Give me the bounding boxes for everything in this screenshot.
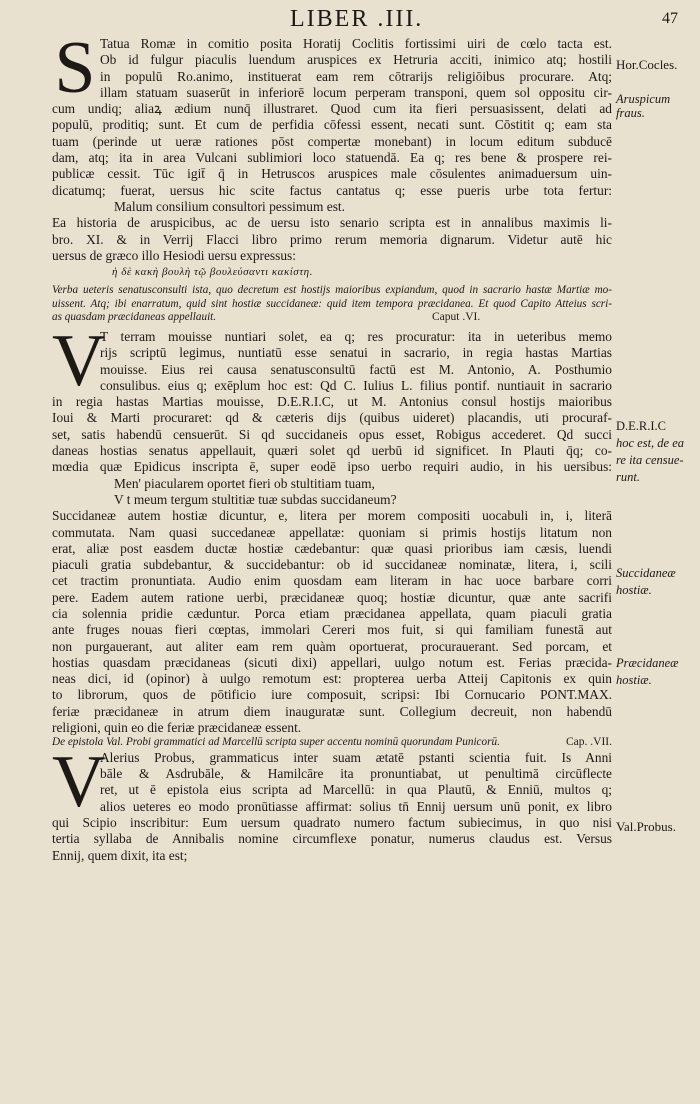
margin-note-line: runt. — [616, 470, 640, 484]
summary-line-text: De epistola Val. Probi grammatici ad Marcellū scripta super accentu nominū quorundam Punicorū. — [52, 736, 500, 749]
text-line: alios ueteres eo modo pronūtiasse affirmat: solius tn̄ Ennij uersum unū ponit, ex libro — [100, 798, 612, 814]
text-line: publicæ cessit. Tūc igit̄ q̄ in Hetruscos aruspices male cōsulentes animaduersum uin- — [52, 166, 612, 182]
text-line: religioni, quin eo die feriæ præcidaneæ essent. — [52, 720, 302, 736]
text-line: illam statuam suaserūt in inferiorē locum perperam transponi, quem sol oppositu cir- — [100, 84, 612, 100]
text-line: dicatumq; fuerat, uersus hic scite factus cantatus q; esse pueris urbe tota fertur: — [52, 182, 612, 198]
margin-note-line: hostiæ. — [616, 583, 652, 597]
text-line: mœdia quæ Epidicus inscripta ē, super eodē ipso uerbo requiri audio, in his uersibus: — [52, 459, 612, 475]
text-line: in regia hastas Martias mouisse, D.E.R.I.C, ut M. Antonius consul hostijs maioribus — [52, 394, 612, 410]
text-line: non purgauerant, aut aliter eam rem quàm oportuerat, procurauerant. Sed porcam, et — [52, 638, 612, 654]
text-line: bāle & Asdrubāle, & Hamilcāre ita pronuntiabat, ut penultimā circūflecte — [100, 766, 612, 782]
drop-cap-v: V — [52, 319, 106, 402]
verse-line: Men' piacularem oportet fieri ob stultitiam tuam, — [114, 475, 375, 491]
margin-note-line: hostiæ. — [616, 673, 652, 687]
margin-note-line: hoc est, de ea — [616, 436, 685, 450]
summary-line — [52, 736, 612, 750]
summary-line: Verba ueteris senatusconsulti ista, quo decretum est hostijs maioribus expiandum, quod in sacrario hastæ Martiæ mo- — [52, 284, 612, 297]
margin-note-val-probus: Val.Probus. — [616, 819, 676, 834]
text-line: daneas hostias senatus appellauit, quæri solet qd uerbū id significet. In Plauti q̄q; co- — [52, 443, 612, 459]
text-line: tertia syllaba de Annibalis nomine circumflexe ponatur, numerus claudus est. Versus — [52, 831, 612, 847]
main-text-column — [52, 27, 612, 864]
text-line: Ennij, quem dixit, ita est; — [52, 847, 188, 863]
text-line: neas dici, id (opinor) à uulgo remotum est: propterea uerba Atteij Capitonis ex quin — [52, 671, 612, 687]
margin-note-line: Succidaneæ — [616, 566, 676, 580]
text-line: qui Scipio inscribitur: Eum uersum quadrato numero factum subiecimus, in quo nisi — [52, 815, 612, 831]
text-line: bro. XI. & in Verrij Flacci libro primo rerum memoria dignarum. Videtur autē hic — [52, 231, 612, 247]
text-line: dam, atq; ita in area Vulcani sublimiori loco statuendā. Ea q; res bene & prospere rei- — [52, 150, 612, 166]
chapter-7-summary — [52, 736, 612, 750]
text-line: cia solennia pridie cæduntur. Porca etiam præcidanea appellata, quam piaculi gratia — [52, 606, 612, 621]
text-line: Alerius Probus, grammaticus inter suam ætatē pstanti scientia fuit. Is Anni — [100, 749, 612, 765]
text-line: set, satis habendū censuerūt. Si qd succidaneis opus esset, Robigus accederet. Qd succi — [52, 426, 612, 442]
text-line: Succidaneæ autem hostiæ dicuntur, e, litera per morem compositi uocabuli in, i, literā — [52, 508, 612, 524]
chapter-6-text — [52, 319, 612, 736]
margin-note-derc — [616, 418, 696, 486]
text-line: Tatua Romæ in comitio posita Horatij Coclitis fortissimi uiri de cœlo tacta est. — [100, 36, 612, 51]
chapter-6-summary — [52, 284, 612, 325]
text-line: in populū Ro.animo, instituerat eam rem cōtrarijs religiōibus procurare. Atq; — [100, 68, 612, 84]
margin-note-line: re ita censue- — [616, 453, 684, 467]
margin-note-praecidaneae — [616, 655, 696, 689]
text-line: erat, aliæ post easdem ductæ hostiæ cædebantur: quæ quasi prioribus iam cæsis, luendi — [52, 540, 612, 556]
greek-verse: ἡ δὲ κακὴ βουλὴ τῷ βουλεύσαντι κακίστη. — [112, 266, 313, 279]
text-line: consulibus. eius q; exēplum hoc est: Qd C. Iulius L. filius pontif. nuntiauit in sacrario — [100, 377, 612, 393]
text-line: cet tractim pronuntiata. Audio enim quosdam eam literam in hac uoce barbare corri — [52, 573, 612, 589]
text-line: T terram mouisse nuntiari solet, ea q; res procuratur: ita in ueteribus memo — [100, 328, 612, 344]
margin-note-line: fraus. — [616, 106, 645, 120]
drop-cap-s: S — [54, 27, 96, 109]
text-line: mouisse. Eius rei causa senatusconsultū factū est M. Antonio, A. Posthumio — [100, 361, 612, 377]
running-head: LIBER .III. — [290, 6, 424, 32]
verse-line: Malum consilium consultori pessimum est. — [114, 198, 345, 214]
summary-line-text: as quasdam præcidaneas appellauit. — [52, 311, 217, 324]
text-line: cum undiq; aliaꝝ ædium nunq̄ illustraret. Quod cum ita fieri persuasissent, delati ad — [52, 101, 612, 117]
page-number: 47 — [662, 10, 678, 27]
margin-note-hor-cocles: Hor.Cocles. — [616, 57, 678, 72]
text-line: ret, ut ē epistola eius scripta ad Marcellū: in qua Plautū, & Enniū, multos q; — [100, 782, 612, 798]
text-line: rijs scriptū legimus, nuntiatū esse senatui in sacrario, in regia hastas Martias — [100, 345, 612, 361]
text-line: Ea historia de aruspicibus, ac de uersu isto senario scripta est in annalibus maximis li- — [52, 215, 612, 231]
chapter-6-number: Caput .VI. — [432, 311, 481, 324]
verse-line: V t meum tergum stultitiæ tuæ subdas succidaneum? — [114, 491, 397, 507]
drop-cap-v: V — [52, 740, 106, 823]
text-line: pere. Eadem autem ratione uerbi, præcidaneæ quoq; hostiæ dicuntur, quæ ante sacrifi — [52, 589, 612, 605]
text-line: populū, proditiq; sunt. Et cum de perfidia cōfessi essent, necati sunt. Cōstitit q; eam sta — [52, 117, 612, 133]
text-line: uersus de græco illo Hesiodi uersu expressus: — [52, 247, 296, 263]
text-line: piaculi gratia subdebantur, & succidebantur: ob id succidaneæ nominatæ, litera, i, scili — [52, 557, 612, 573]
text-line: Ioui & Marti procuraret: qd & cæteris dijs (quibus uideret) placandis, uti procuraf- — [52, 410, 612, 426]
summary-line — [52, 311, 612, 325]
text-line: tuam (perinde ut ueræ rationes pōst compertæ monebant) in locum editum subducē — [52, 133, 612, 149]
margin-note-aruspicum — [616, 92, 696, 120]
margin-note-line: Præcidaneæ — [616, 656, 679, 670]
margin-note-succidaneae — [616, 565, 696, 599]
margin-note-line: Aruspicum — [616, 92, 671, 106]
text-line: commutata. Nam quasi succedaneæ appellatæ: quoniam si primis hostijs litatum non — [52, 524, 612, 540]
text-line: to librorum, quos de pōtificio iure composuit, scripsi: Ibi Cornucario PONT.MAX. — [52, 687, 612, 703]
text-line: feriæ præcidaneæ in atrum diem inauguratæ sunt. Collegium decreuit, non habendū — [52, 703, 612, 719]
text-line: Ob id fulgur piaculis luendum aruspices ex Hetruria acciti, inimico atq; hostili — [100, 52, 612, 68]
text-line: ante fruges nouas fieri cœptas, immolari Cereri mos fuit, si qui familiam funestā aut — [52, 622, 612, 638]
text-line: hostias quasdam præcidaneas (sicuti dixi) appellari, uulgo notum est. Ferias præcida- — [52, 654, 612, 670]
chapter-7-number: Cap. .VII. — [566, 736, 612, 749]
summary-line: uissent. Atq; ibi enarratum, quid sint hostiæ succidaneæ: quid item tempora præcidanea. Et quod Capito Atteius scri- — [52, 297, 612, 310]
chapter-5-text — [52, 27, 612, 280]
page-header — [40, 6, 680, 36]
margin-note-line: D.E.R.I.C — [616, 419, 666, 433]
